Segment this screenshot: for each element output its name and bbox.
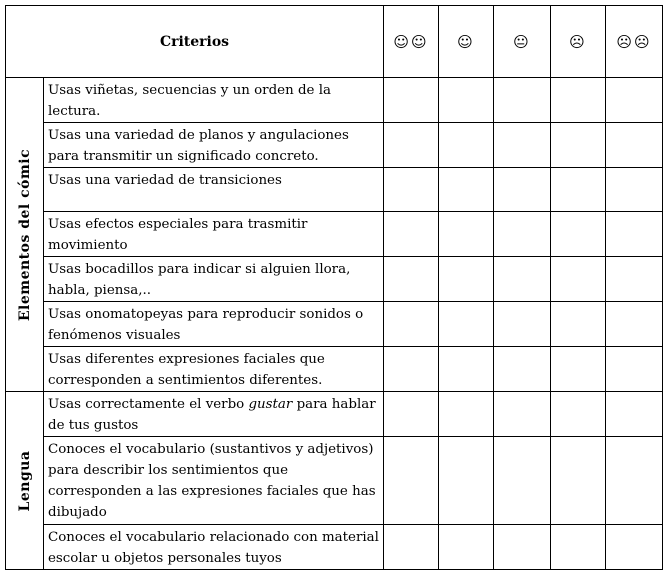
criterion-text: Usas diferentes expresiones faciales que corresponden a sentimientos diferentes.: [44, 347, 384, 392]
score-cell[interactable]: [606, 302, 663, 347]
score-cell[interactable]: [494, 302, 551, 347]
table-row: [6, 78, 663, 123]
score-cell[interactable]: [551, 78, 606, 123]
score-cell[interactable]: [551, 168, 606, 212]
score-cell[interactable]: [439, 302, 494, 347]
table-row: [6, 347, 663, 392]
score-cell[interactable]: [384, 78, 439, 123]
score-cell[interactable]: [384, 168, 439, 212]
table-row: [6, 168, 663, 212]
table-row: [6, 525, 663, 570]
score-cell[interactable]: [494, 168, 551, 212]
criterion-text: Usas onomatopeyas para reproducir sonidos o fenómenos visuales: [44, 302, 384, 347]
score-cell[interactable]: [439, 347, 494, 392]
score-cell[interactable]: [439, 437, 494, 525]
score-cell[interactable]: [494, 78, 551, 123]
score-cell[interactable]: [494, 392, 551, 437]
criterion-text: Usas una variedad de planos y angulaciones para transmitir un significado concreto.: [44, 123, 384, 168]
table-row: [6, 392, 663, 437]
score-cell[interactable]: [606, 525, 663, 570]
score-cell[interactable]: [494, 525, 551, 570]
group-label-cell: [6, 78, 44, 392]
table-row: [6, 123, 663, 168]
score-cell[interactable]: [606, 437, 663, 525]
criterios-header: Criterios: [6, 6, 384, 78]
score-cell[interactable]: [606, 212, 663, 257]
score-cell[interactable]: [439, 123, 494, 168]
score-cell[interactable]: [384, 347, 439, 392]
very-sad-face-icon: ☹☹: [606, 6, 663, 78]
score-cell[interactable]: [551, 525, 606, 570]
score-cell[interactable]: [494, 212, 551, 257]
table-row: [6, 302, 663, 347]
score-cell[interactable]: [551, 302, 606, 347]
table-row: [6, 437, 663, 525]
header-row: [6, 6, 663, 78]
score-cell[interactable]: [439, 212, 494, 257]
rubric-table: [5, 5, 663, 570]
score-cell[interactable]: [494, 123, 551, 168]
score-cell[interactable]: [606, 78, 663, 123]
group-label-lengua: Lengua: [16, 450, 33, 511]
score-cell[interactable]: [606, 347, 663, 392]
score-cell[interactable]: [439, 392, 494, 437]
sad-face-icon: ☹: [551, 6, 606, 78]
score-cell[interactable]: [384, 257, 439, 302]
score-cell[interactable]: [384, 525, 439, 570]
criterion-verb-italic: gustar: [248, 397, 293, 412]
score-cell[interactable]: [384, 212, 439, 257]
score-cell[interactable]: [494, 437, 551, 525]
score-cell[interactable]: [551, 123, 606, 168]
score-cell[interactable]: [606, 257, 663, 302]
neutral-face-icon: 😐: [494, 6, 551, 78]
table-row: [6, 212, 663, 257]
score-cell[interactable]: [384, 437, 439, 525]
score-cell[interactable]: [439, 525, 494, 570]
criterion-text: Usas una variedad de transiciones: [44, 168, 384, 212]
very-happy-face-icon: ☺☺: [384, 6, 439, 78]
score-cell[interactable]: [494, 347, 551, 392]
score-cell[interactable]: [494, 257, 551, 302]
score-cell[interactable]: [551, 347, 606, 392]
score-cell[interactable]: [551, 437, 606, 525]
criterion-text: Usas viñetas, secuencias y un orden de la lectura.: [44, 78, 384, 123]
score-cell[interactable]: [439, 257, 494, 302]
criterion-text: Conoces el vocabulario (sustantivos y adjetivos) para describir los sentimientos que corresponden a las expresiones faciales que has dibujado: [44, 437, 384, 525]
score-cell[interactable]: [439, 78, 494, 123]
criterion-text: Usas efectos especiales para trasmitir movimiento: [44, 212, 384, 257]
happy-face-icon: ☺: [439, 6, 494, 78]
score-cell[interactable]: [384, 302, 439, 347]
score-cell[interactable]: [606, 168, 663, 212]
group-label-elementos: Elementos del cómic: [16, 148, 33, 321]
criterion-text-part: Usas correctamente el verbo: [48, 397, 249, 412]
score-cell[interactable]: [551, 212, 606, 257]
group-label-cell: [6, 392, 44, 570]
score-cell[interactable]: [551, 257, 606, 302]
score-cell[interactable]: [384, 123, 439, 168]
score-cell[interactable]: [551, 392, 606, 437]
score-cell[interactable]: [606, 123, 663, 168]
score-cell[interactable]: [384, 392, 439, 437]
criterion-text-part: para hablar de tus gustos: [48, 397, 376, 433]
score-cell[interactable]: [606, 392, 663, 437]
criterion-text: [44, 392, 384, 437]
criterion-text: Conoces el vocabulario relacionado con material escolar u objetos personales tuyos: [44, 525, 384, 570]
criterion-text: Usas bocadillos para indicar si alguien llora, habla, piensa,..: [44, 257, 384, 302]
score-cell[interactable]: [439, 168, 494, 212]
table-row: [6, 257, 663, 302]
